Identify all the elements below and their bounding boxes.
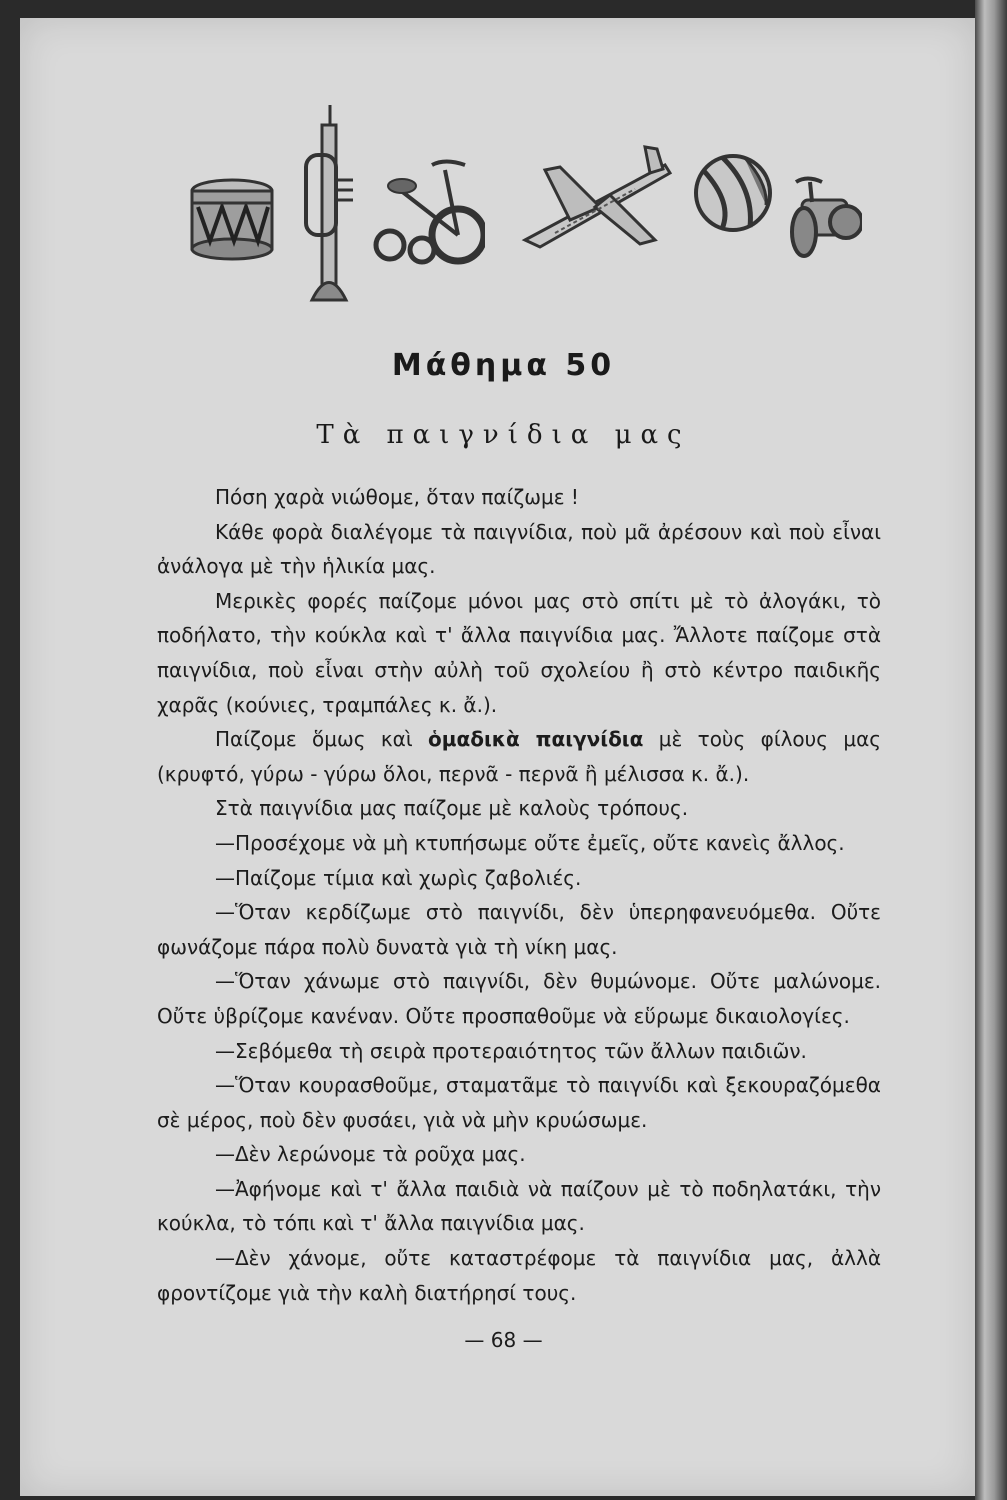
toy-illustrations — [170, 95, 870, 310]
page-number: — 68 — — [464, 1328, 543, 1352]
paragraph: —Δὲν χάνομε, οὔτε καταστρέφομε τὰ παιγνίδια μας, ἀλλὰ φροντίζομε γιὰ τὴν καλὴ διατήρησί τους. — [157, 1246, 881, 1305]
paragraph: —Ὅταν χάνωμε στὸ παιγνίδι, δὲν θυμώνομε. Οὔτε μαλώνομε. Οὔτε ὑβρίζομε κανέναν. Οὔτε προσπαθοῦμε νὰ εὕρωμε δικαιολογίες. — [157, 969, 881, 1028]
paragraph: —Δὲν λερώνομε τὰ ροῦχα μας. — [215, 1142, 526, 1167]
paragraph: —Ἀφήνομε καὶ τ' ἄλλα παιδιὰ νὰ παίζουν μὲ τὸ ποδηλατάκι, τὴν κούκλα, τὸ τόπι καὶ τ' ἄλλα παιγνίδια μας. — [157, 1176, 881, 1236]
paragraph: —Σεβόμεθα τὴ σειρὰ προτεραιότητος τῶν ἄλλων παιδιῶν. — [215, 1038, 807, 1063]
lesson-subtitle: Τὰ παιγνίδια μας — [316, 420, 691, 450]
motorcycle-illustration — [782, 170, 862, 265]
paragraph: —Ὅταν κουρασθοῦμε, σταματᾶμε τὸ παιγνίδι καὶ ξεκουραζόμεθα σὲ μέρος, ποὺ δὲν φυσάει, γιὰ νὰ μὴν κρυώσωμε. — [157, 1073, 881, 1132]
paragraph: Πόση χαρὰ νιώθομε, ὅταν παίζωμε ! — [215, 485, 579, 509]
book-spine-edge — [975, 0, 1007, 1500]
tricycle-illustration — [370, 150, 485, 275]
ball-illustration — [692, 143, 774, 253]
paragraph — [157, 722, 881, 791]
drum-illustration — [188, 177, 276, 265]
bold-term: ὁμαδικὰ παιγνίδια — [428, 727, 644, 752]
airplane-illustration — [515, 145, 675, 255]
paragraph: Κάθε φορὰ διαλέγομε τὰ παιγνίδια, ποὺ μᾶ ἀρέσουν καὶ ποὺ εἶναι ἀνάλογα μὲ τὴν ἡλικία μας. — [157, 519, 881, 579]
paragraph: Μερικὲς φορές παίζομε μόνοι μας στὸ σπίτι μὲ τὸ ἀλογάκι, τὸ ποδήλατο, τὴν κούκλα καὶ τ' ἄλλα παιγνίδια μας. Ἄλλοτε παίζομε στὰ παιγνίδια, ποὺ εἶναι στὴν αὐλὴ τοῦ σχολείου ἢ στὸ κέντρο παιδικῆς χαρᾶς (κούνιες, τραμπάλες κ. ἄ.). — [157, 588, 881, 717]
paragraph: —Παίζομε τίμια καὶ χωρὶς ζαβολιές. — [215, 865, 582, 890]
lesson-body — [157, 480, 881, 1310]
paragraph: —Προσέχομε νὰ μὴ κτυπήσωμε οὔτε ἐμεῖς, οὔτε κανεὶς ἄλλος. — [215, 830, 845, 855]
paragraph: Στὰ παιγνίδια μας παίζομε μὲ καλοὺς τρόπους. — [215, 796, 689, 821]
paragraph: —Ὅταν κερδίζωμε στὸ παιγνίδι, δὲν ὑπερηφανευόμεθα. Οὔτε φωνάζομε πάρα πολὺ δυνατὰ γιὰ τὴ νίκη μας. — [157, 900, 881, 959]
trumpet-illustration — [298, 105, 358, 305]
paragraph-text: Παίζομε ὅμως καὶ — [215, 727, 428, 752]
lesson-title: Μάθημα 50 — [391, 348, 616, 383]
paragraph-text: μὲ τοὺς φίλους μας (κρυφτό, γύρω - γύρω ὅλοι, περνᾶ - περνᾶ ἢ μέλισσα κ. ἄ.). — [157, 727, 882, 786]
